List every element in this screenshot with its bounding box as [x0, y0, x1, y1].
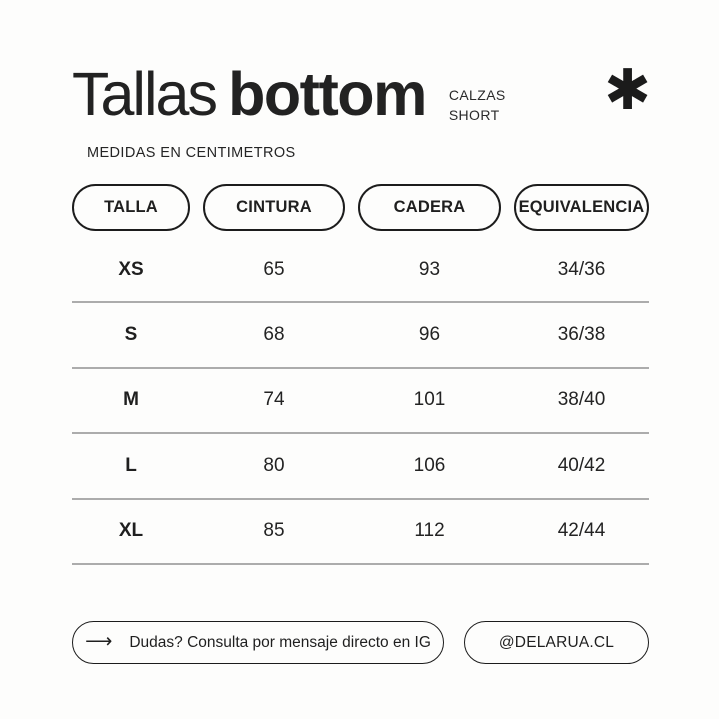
table-header-row — [72, 184, 649, 231]
table-row-l — [72, 434, 649, 499]
subtitle-line-1: CALZAS — [448, 87, 506, 103]
instagram-handle-label: @DELARUA.CL — [498, 633, 615, 651]
dm-consult-button[interactable] — [72, 621, 444, 664]
cell-cadera: 112 — [414, 520, 445, 542]
dm-consult-label: Dudas? Consulta por mensaje directo en IG — [129, 633, 431, 651]
units-note: MEDIDAS EN CENTIMETROS — [87, 145, 296, 161]
column-header-cintura: CINTURA — [203, 184, 345, 231]
cell-cintura: 65 — [263, 258, 285, 280]
cell-cintura: 80 — [263, 454, 285, 476]
cell-cadera: 101 — [413, 389, 446, 411]
asterisk-icon: ✱ — [604, 58, 651, 121]
size-table — [72, 184, 649, 565]
cell-equivalencia: 38/40 — [557, 389, 606, 411]
cell-equivalencia: 36/38 — [557, 324, 606, 346]
cell-size: XL — [118, 520, 144, 542]
subtitle-line-2: SHORT — [448, 106, 500, 123]
instagram-handle-button[interactable] — [464, 621, 649, 664]
subtitle — [449, 86, 506, 126]
column-header-cadera: CADERA — [358, 184, 501, 231]
table-body — [72, 238, 649, 565]
cell-cadera: 106 — [413, 454, 446, 476]
cell-size: XS — [118, 258, 144, 280]
cell-size: S — [124, 324, 138, 346]
cell-cintura: 68 — [263, 324, 285, 346]
cell-cadera: 96 — [418, 324, 441, 346]
column-header-talla: TALLA — [72, 184, 190, 231]
table-row-s — [72, 303, 649, 368]
cell-equivalencia: 40/42 — [557, 454, 606, 476]
cell-cadera: 93 — [418, 258, 441, 280]
cell-equivalencia: 34/36 — [557, 258, 606, 280]
cell-cintura: 85 — [263, 520, 285, 542]
header — [72, 60, 651, 128]
page-title-bold: bottom — [228, 60, 426, 128]
table-row-xl — [72, 500, 649, 565]
column-header-equivalencia: EQUIVALENCIA — [514, 184, 649, 231]
arrow-right-icon: ⟶ — [85, 631, 113, 652]
cell-cintura: 74 — [263, 389, 285, 411]
table-row-xs — [72, 238, 649, 303]
page-title-regular: Tallas — [72, 60, 216, 128]
cell-size: M — [123, 389, 139, 411]
cell-size: L — [125, 454, 137, 476]
cell-equivalencia: 42/44 — [557, 520, 606, 542]
footer — [72, 621, 649, 664]
table-row-m — [72, 369, 649, 434]
page-title — [72, 60, 426, 128]
